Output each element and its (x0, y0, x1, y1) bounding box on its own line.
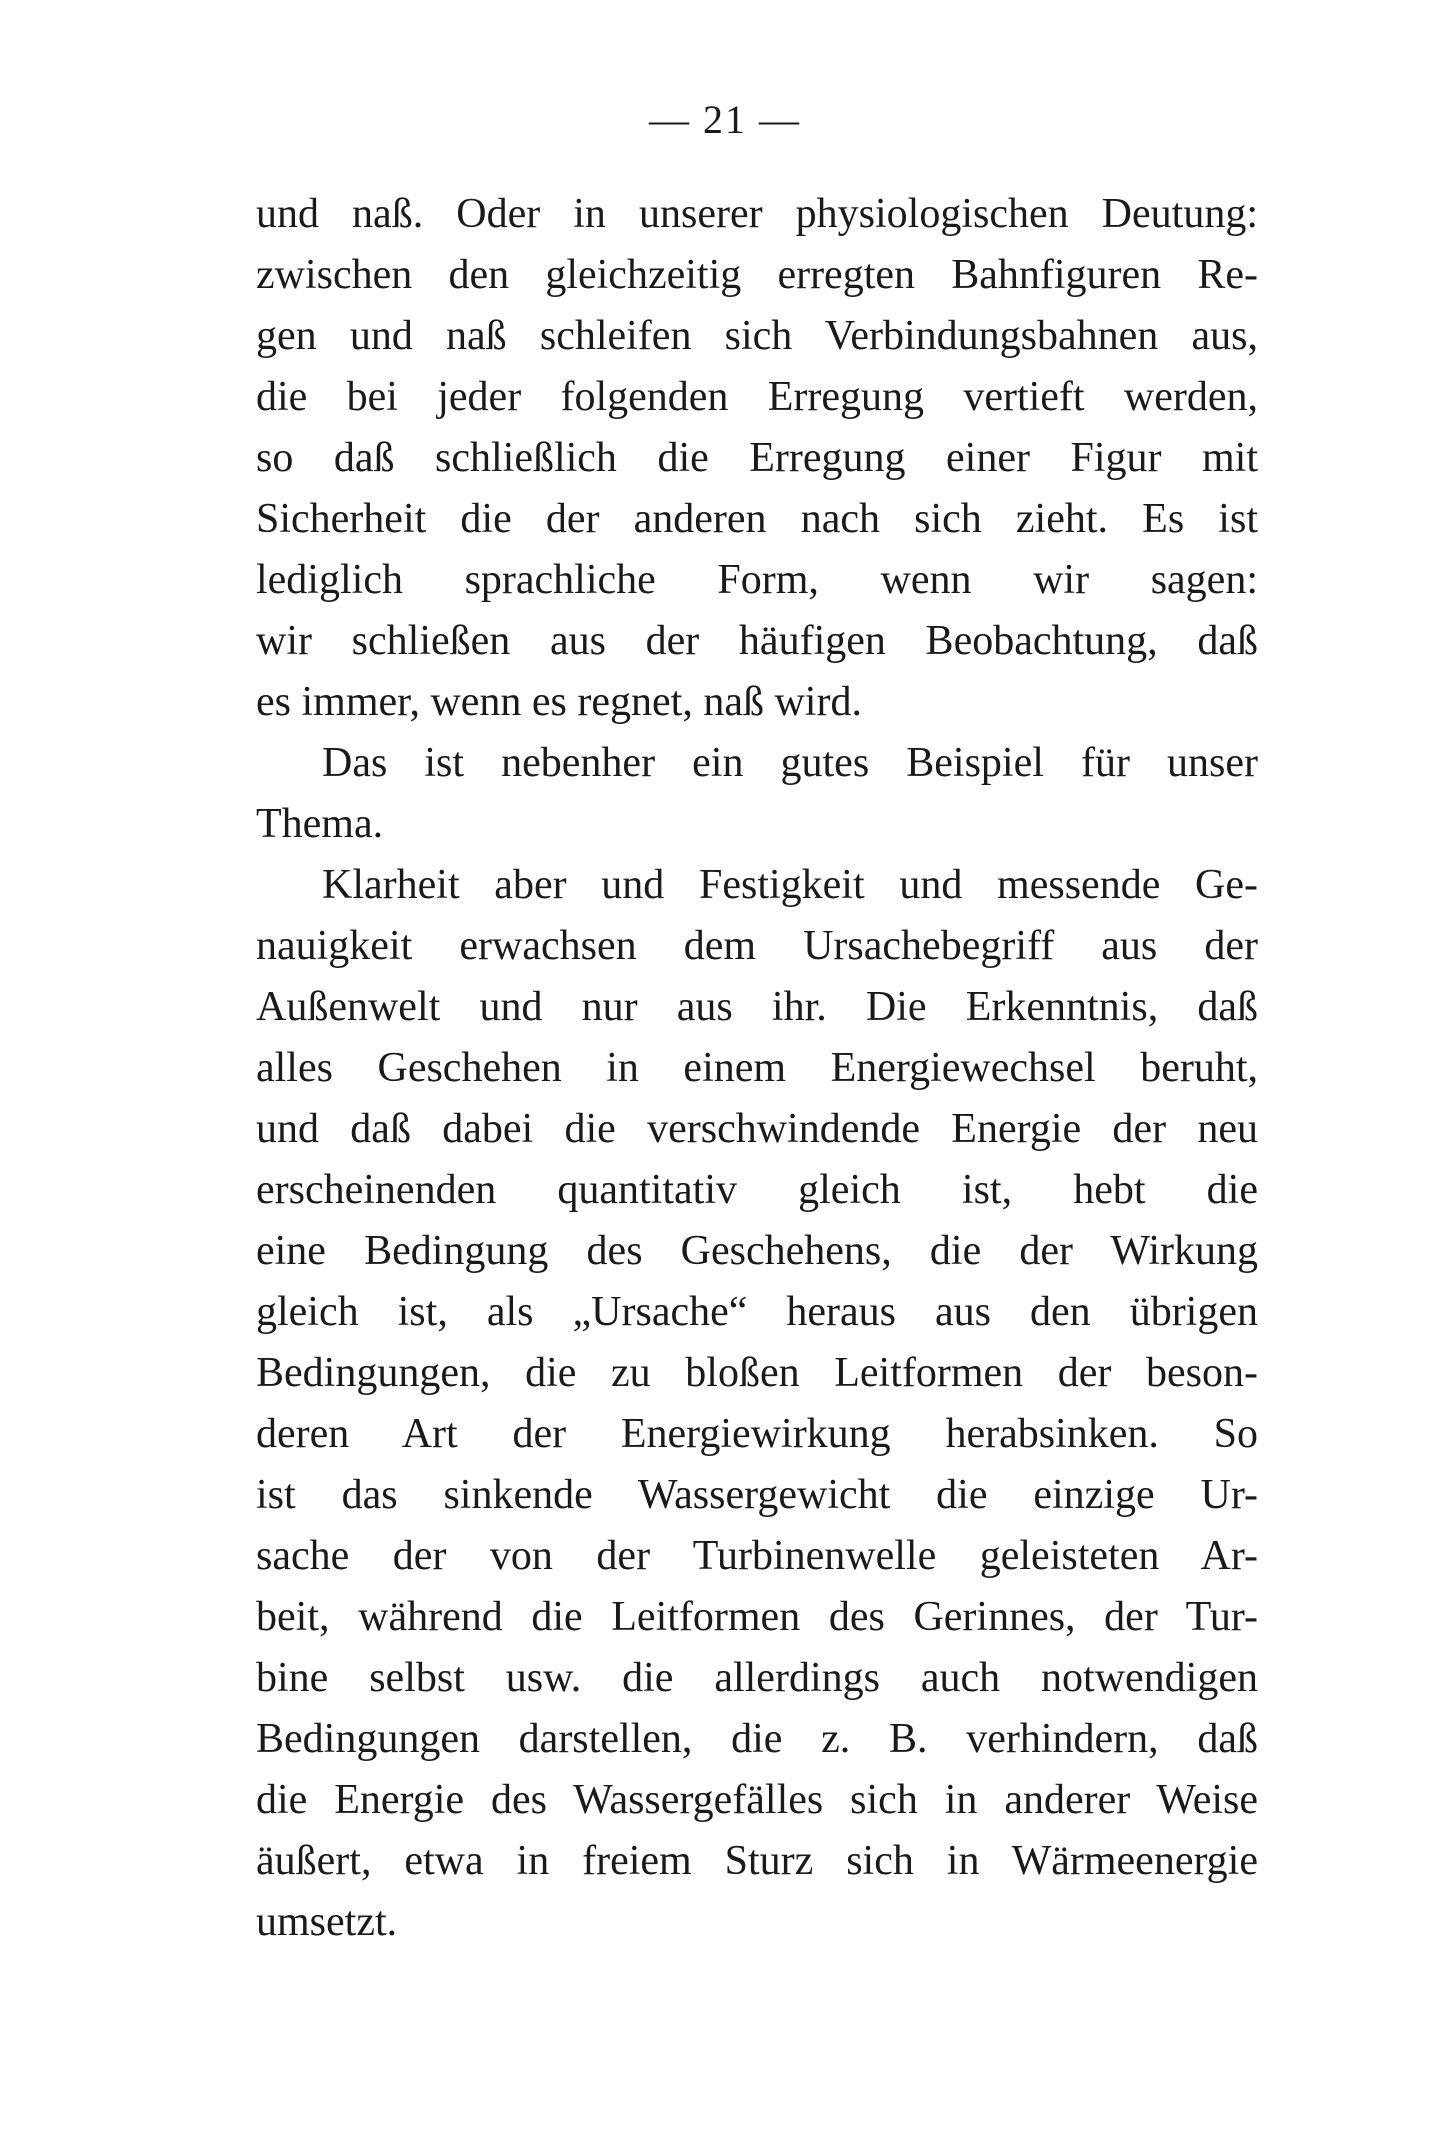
text-line: zwischen den gleichzeitig erregten Bahnfiguren Re- (256, 252, 1258, 298)
text-line: äußert, etwa in freiem Sturz sich in Wärmeenergie (256, 1838, 1258, 1884)
text-line: deren Art der Energiewirkung herabsinken. So (256, 1411, 1258, 1457)
paragraph-start-line: Das ist nebenher ein gutes Beispiel für unser (322, 740, 1258, 786)
page-number: — 21 — (649, 97, 801, 142)
text-line: sache der von der Turbinenwelle geleisteten Ar- (256, 1533, 1258, 1579)
text-line: alles Geschehen in einem Energiewechsel beruht, (256, 1045, 1258, 1091)
paragraph-end-line: umsetzt. (256, 1899, 398, 1945)
text-line: Sicherheit die der anderen nach sich zieht. Es ist (256, 496, 1258, 542)
text-line: gen und naß schleifen sich Verbindungsbahnen aus, (256, 313, 1258, 359)
body-text (256, 184, 1258, 1953)
text-line: Bedingungen, die zu bloßen Leitformen der beson- (256, 1350, 1258, 1396)
text-line: Bedingungen darstellen, die z. B. verhindern, daß (256, 1716, 1258, 1762)
text-line: Außenwelt und nur aus ihr. Die Erkenntnis, daß (256, 984, 1258, 1030)
text-line: die bei jeder folgenden Erregung vertieft werden, (256, 374, 1258, 420)
text-line: ist das sinkende Wassergewicht die einzige Ur- (256, 1472, 1258, 1518)
text-line: wir schließen aus der häufigen Beobachtung, daß (256, 618, 1258, 664)
text-line: lediglich sprachliche Form, wenn wir sagen: (256, 557, 1258, 603)
paragraph-end-line: es immer, wenn es regnet, naß wird. (256, 679, 862, 725)
text-line: gleich ist, als „Ursache“ heraus aus den übrigen (256, 1289, 1258, 1335)
paragraph-end-line: Thema. (256, 801, 384, 847)
text-line: so daß schließlich die Erregung einer Figur mit (256, 435, 1258, 481)
paragraph-start-line: Klarheit aber und Festigkeit und messende Ge- (322, 862, 1258, 908)
text-line: erscheinenden quantitativ gleich ist, hebt die (256, 1167, 1258, 1213)
text-line: und naß. Oder in unserer physiologischen Deutung: (256, 191, 1258, 237)
text-line: nauigkeit erwachsen dem Ursachebegriff aus der (256, 923, 1258, 969)
text-line: eine Bedingung des Geschehens, die der Wirkung (256, 1228, 1258, 1274)
text-line: die Energie des Wassergefälles sich in anderer Weise (256, 1777, 1258, 1823)
text-line: und daß dabei die verschwindende Energie der neu (256, 1106, 1258, 1152)
text-line: beit, während die Leitformen des Gerinnes, der Tur- (256, 1594, 1258, 1640)
text-line: bine selbst usw. die allerdings auch notwendigen (256, 1655, 1258, 1701)
